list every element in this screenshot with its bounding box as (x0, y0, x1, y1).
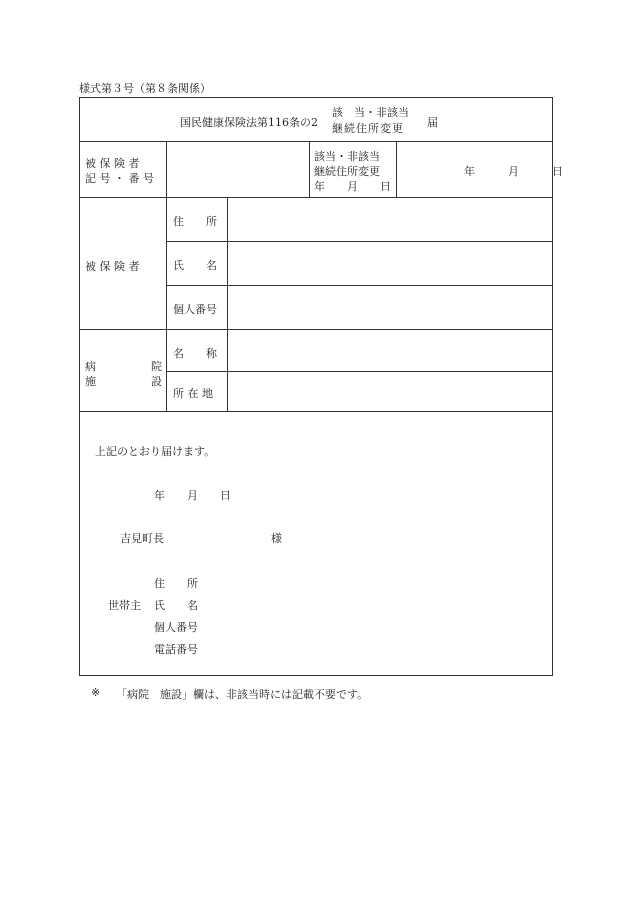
mynumber-label: 個人番号 (173, 303, 217, 316)
footnote-text: 「病院 施設」欄は、非該当時には記載不要です。 (116, 688, 369, 701)
householder-name-label: 氏 名 (154, 599, 198, 612)
footnote-mark: ※ (91, 686, 101, 699)
insured-number-label-2: 記 号 ・ 番 号 (85, 172, 154, 185)
change-date-field[interactable]: 年 月 日 (464, 165, 563, 178)
change-label-2: 継続住所変更 (314, 165, 380, 178)
divider-name (166, 285, 553, 286)
column-divider-3 (396, 141, 397, 197)
title-law: 国民健康保険法第116条の2 (180, 116, 318, 129)
address-label: 住 所 (173, 215, 217, 228)
change-label-1: 該当・非該当 (314, 150, 380, 163)
insured-section-label: 被 保 険 者 (85, 260, 140, 273)
column-divider-1 (166, 141, 167, 411)
honorific: 様 (271, 532, 282, 545)
divider-facility (79, 411, 553, 412)
householder-address-label: 住 所 (154, 577, 198, 590)
column-divider-2 (309, 141, 310, 197)
divider-facility-name (166, 371, 553, 372)
form-number: 様式第３号（第８条関係） (79, 82, 211, 95)
declaration-statement: 上記のとおり届けます。 (95, 445, 216, 458)
divider-title (79, 141, 553, 142)
divider-insured (79, 329, 553, 330)
change-label-3: 年 月 日 (314, 180, 391, 193)
divider-row1 (79, 197, 553, 198)
facility-label-facility: 施 設 (85, 375, 162, 388)
name-label: 氏 名 (173, 259, 217, 272)
mayor-label: 吉見町長 (120, 532, 164, 545)
title-line-1: 該 当・非該当 (332, 106, 409, 119)
column-divider-4 (227, 197, 228, 411)
facility-label-hospital: 病 院 (85, 360, 162, 373)
title-suffix: 届 (427, 116, 438, 129)
insured-number-label-1: 被 保 険 者 (85, 157, 140, 170)
divider-address (166, 241, 553, 242)
facility-name-label: 名 称 (173, 347, 217, 360)
householder-label: 世帯主 (108, 599, 141, 612)
facility-location-label: 所 在 地 (173, 387, 213, 400)
householder-mynumber-label: 個人番号 (154, 621, 198, 634)
declaration-date[interactable]: 年 月 日 (154, 489, 231, 502)
householder-phone-label: 電話番号 (154, 643, 198, 656)
title-line-2: 継続住所変更 (332, 122, 404, 135)
